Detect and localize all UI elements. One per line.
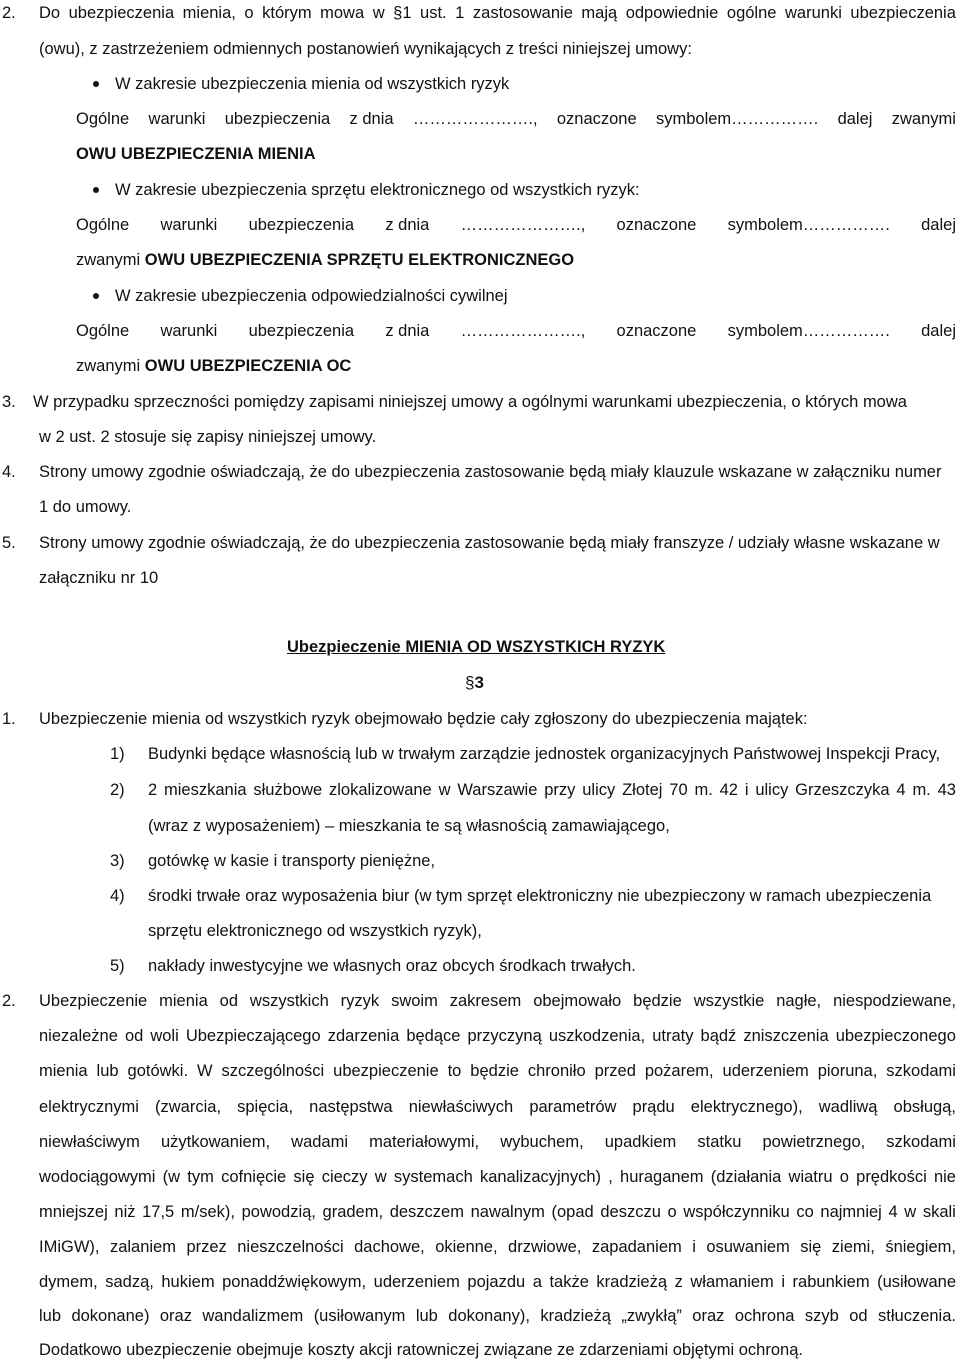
mienie-p2-line: dymem, sadzą, hukiem ponaddźwiękowym, uderzeniem pojazdu a także kradzieżą z włamaniem i rabunkiem (usiłowane bbox=[39, 1273, 956, 1291]
list-item-cont: sprzętu elektronicznego od wszystkich ryzyk), bbox=[148, 922, 482, 940]
owu-oc-name-line: zwanymi OWU UBEZPIECZENIA OC bbox=[76, 357, 352, 375]
item-number: 2. bbox=[2, 992, 16, 1010]
mienie-p2-last: Dodatkowo ubezpieczenie obejmuje koszty akcji ratowniczej związane ze zdarzeniami objętymi ochroną. bbox=[39, 1341, 803, 1359]
item-number: 4. bbox=[2, 463, 16, 481]
bullet-oc: W zakresie ubezpieczenia odpowiedzialności cywilnej bbox=[115, 287, 508, 305]
list-number: 3) bbox=[110, 852, 125, 870]
bullet-dot bbox=[93, 293, 99, 299]
mienie-p2-line: mniejszej niż 17,5 m/sek), powodzią, gradem, deszczem nawalnym (opad deszczu o współczynniku co najmniej 4 w skali bbox=[39, 1203, 956, 1221]
owu-sprzet-name-line: zwanymi OWU UBEZPIECZENIA SPRZĘTU ELEKTRONICZNEGO bbox=[76, 251, 575, 269]
mienie-p2-line: elektrycznymi (zwarcia, spięcia, następstwa niewłaściwych parametrów prądu elektrycznego), wadliwą obsługą, bbox=[39, 1098, 956, 1116]
item5-line1: Strony umowy zgodnie oświadczają, że do ubezpieczenia zastosowanie będą miały franszyze / udziały własne wskazane w bbox=[39, 534, 940, 552]
list-item: 2 mieszkania służbowe zlokalizowane w Warszawie przy ulicy Złotej 70 m. 42 i ulicy Grzeszczyka 4 m. 43 bbox=[148, 781, 956, 799]
list-item: Budynki będące własnością lub w trwałym zarządzie jednostek organizacyjnych Państwowej Inspekcji Pracy, bbox=[148, 745, 941, 763]
item3-line1: W przypadku sprzeczności pomiędzy zapisami niniejszej umowy a ogólnymi warunkami ubezpieczenia, o których mowa bbox=[33, 393, 907, 411]
paragraph-mark: §3 bbox=[465, 673, 484, 692]
owu-sprzet-line: Ogólne warunki ubezpieczenia z dnia …………………., oznaczone symbolem……………. dalej bbox=[76, 216, 956, 234]
list-item: nakłady inwestycyjne we własnych oraz obcych środkach trwałych. bbox=[148, 957, 636, 975]
bullet-sprzet: W zakresie ubezpieczenia sprzętu elektronicznego od wszystkich ryzyk: bbox=[115, 181, 640, 199]
bullet-dot bbox=[93, 187, 99, 193]
mienie-p2-line: mienia lub gotówki. W szczególności ubezpieczenie to będzie chroniło przed pożarem, uderzeniem pioruna, szkodami bbox=[39, 1062, 956, 1080]
list-item: środki trwałe oraz wyposażenia biur (w tym sprzęt elektroniczny nie ubezpieczony w ramach ubezpieczenia bbox=[148, 887, 932, 905]
mienie-p1: Ubezpieczenie mienia od wszystkich ryzyk obejmowało będzie cały zgłoszony do ubezpieczenia majątek: bbox=[39, 710, 808, 728]
item4-line1: Strony umowy zgodnie oświadczają, że do ubezpieczenia zastosowanie będą miały klauzule wskazane w załączniku numer bbox=[39, 463, 942, 481]
item2-line1: Do ubezpieczenia mienia, o którym mowa w §1 ust. 1 zastosowanie mają odpowiednie ogólne warunki ubezpieczenia bbox=[39, 4, 956, 22]
mienie-p2-line: wodociągowymi (w tym cofnięcie się cieczy w systemach kanalizacyjnych) , huraganem (działania wiatru o prędkości nie bbox=[39, 1168, 956, 1186]
item-number: 2. bbox=[2, 4, 16, 22]
owu-oc-line: Ogólne warunki ubezpieczenia z dnia …………………., oznaczone symbolem……………. dalej bbox=[76, 322, 956, 340]
list-number: 1) bbox=[110, 745, 125, 763]
section-title: Ubezpieczenie MIENIA OD WSZYSTKICH RYZYK bbox=[287, 638, 666, 656]
list-number: 5) bbox=[110, 957, 125, 975]
list-item-cont: (wraz z wyposażeniem) – mieszkania te są własnością zamawiającego, bbox=[148, 817, 670, 835]
mienie-p2-line: niezależne od woli Ubezpieczającego zdarzenia będące przyczyną uszkodzenia, utraty bądź zniszczenia ubezpieczonego bbox=[39, 1027, 956, 1045]
list-number: 4) bbox=[110, 887, 125, 905]
bullet-dot bbox=[93, 81, 99, 87]
item4-line2: 1 do umowy. bbox=[39, 498, 132, 516]
item-number: 3. bbox=[2, 393, 16, 411]
item-number: 5. bbox=[2, 534, 16, 552]
item5-line2: załączniku nr 10 bbox=[39, 569, 159, 587]
mienie-p2-line: niewłaściwym użytkowaniem, wadami materiałowymi, wybuchem, upadkiem statku powietrznego, szkodami bbox=[39, 1133, 956, 1151]
mienie-p2-line: lub dokonane) oraz wandalizmem (usiłowanym lub dokonany), kradzieżą „zwykłą” oraz ochrona szyb od stłuczenia. bbox=[39, 1307, 956, 1325]
item-number: 1. bbox=[2, 710, 16, 728]
item3-line2: w 2 ust. 2 stosuje się zapisy niniejszej umowy. bbox=[39, 428, 377, 446]
mienie-p2-line: Ubezpieczenie mienia od wszystkich ryzyk swoim zakresem obejmowało będzie wszystkie nagłe, niespodziewane, bbox=[39, 992, 956, 1010]
list-item: gotówkę w kasie i transporty pieniężne, bbox=[148, 852, 436, 870]
owu-mienie-name: OWU UBEZPIECZENIA MIENIA bbox=[76, 145, 316, 163]
owu-mienie-line: Ogólne warunki ubezpieczenia z dnia …………………., oznaczone symbolem……………. dalej zwanymi bbox=[76, 110, 956, 128]
bullet-mienie: W zakresie ubezpieczenia mienia od wszystkich ryzyk bbox=[115, 75, 510, 93]
mienie-p2-line: IMiGW), zalaniem przez nieszczelności dachowe, okienne, drzwiowe, zapadaniem i osuwaniem się ziemi, śniegiem, bbox=[39, 1238, 956, 1256]
item2-line2: (owu), z zastrzeżeniem odmiennych postanowień wynikających z treści niniejszej umowy: bbox=[39, 40, 692, 58]
list-number: 2) bbox=[110, 781, 125, 799]
